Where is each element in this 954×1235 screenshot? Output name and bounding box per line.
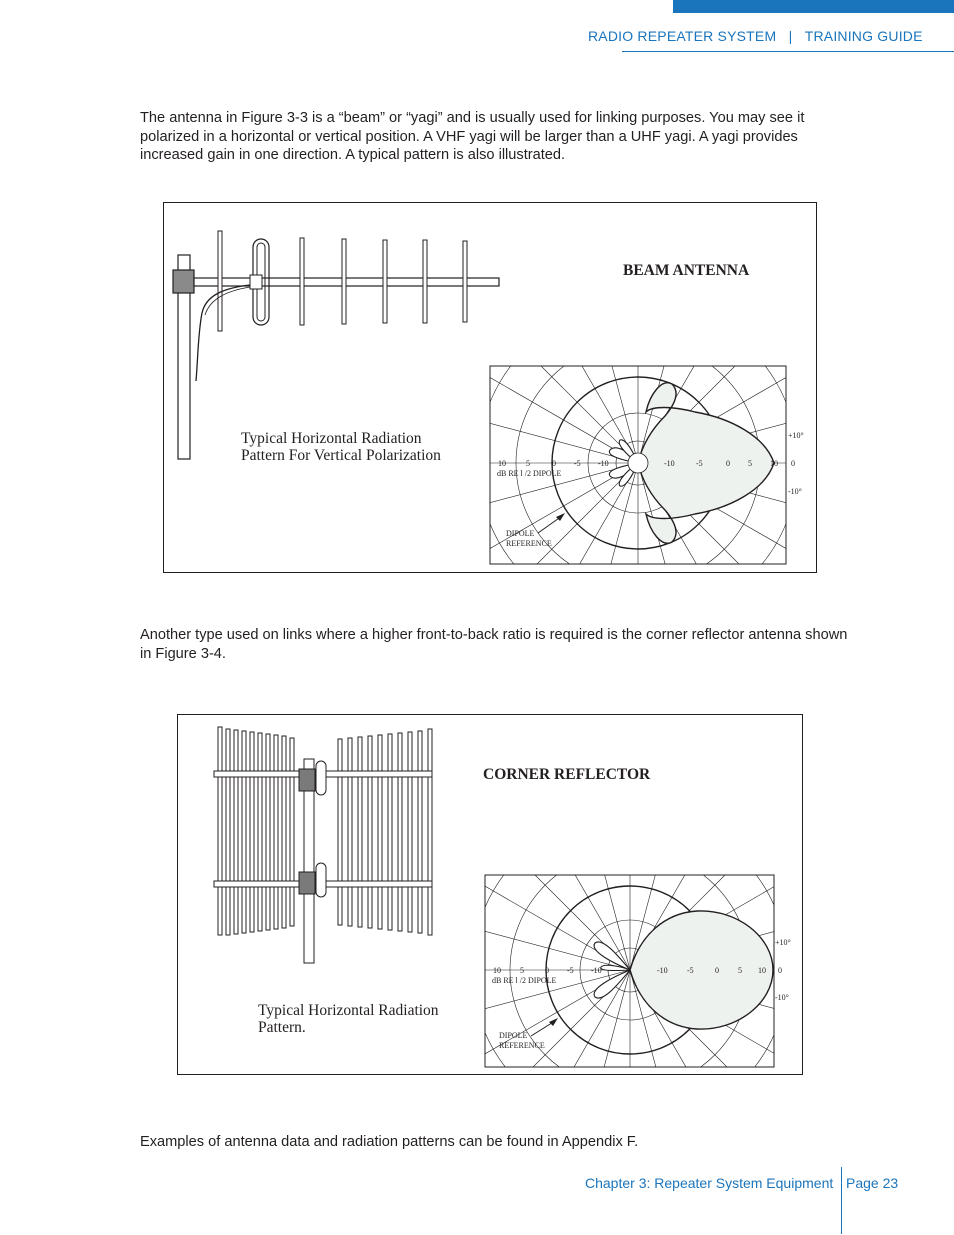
footer-divider	[841, 1167, 842, 1234]
corner-tick-9: 5	[738, 966, 742, 975]
beam-tick-6: -10	[664, 459, 675, 468]
beam-angle-plus: +10°	[788, 431, 804, 440]
corner-tick-1: 10	[493, 966, 501, 975]
beam-tick-3: 0	[552, 459, 556, 468]
beam-axis-unit: dB RE l /2 DIPOLE	[497, 469, 562, 478]
beam-tick-2: 5	[526, 459, 530, 468]
corner-reference-line1: DIPOLE	[499, 1031, 528, 1040]
corner-tick-3: 0	[545, 966, 549, 975]
page-number: Page 23	[846, 1175, 899, 1191]
corner-tick-4: -5	[567, 966, 574, 975]
intro-paragraph: The antenna in Figure 3-3 is a “beam” or “yagi” and is usually used for linking purposes. You may see it polarized in a horizontal or vertical position. A VHF yagi will be larger than a UHF yagi. A yagi provides increased gain in one direction. A typical pattern is also illustrated.	[140, 110, 805, 163]
header-accent-bar	[673, 0, 954, 13]
figure-corner-reflector	[177, 714, 803, 1075]
corner-angle-minus: -10°	[775, 993, 789, 1002]
corner-tick-7: -5	[687, 966, 694, 975]
beam-tick-1: 10	[498, 459, 506, 468]
header-title: RADIO REPEATER SYSTEM	[588, 28, 777, 44]
corner-caption-line1: Typical Horizontal Radiation	[258, 1002, 439, 1019]
corner-tick-8: 0	[715, 966, 719, 975]
footer-chapter: Chapter 3: Repeater System Equipment	[585, 1175, 834, 1191]
beam-tick-9: 5	[748, 459, 752, 468]
corner-tick-10: 10	[758, 966, 766, 975]
beam-reference-line2: REFERENCE	[506, 539, 552, 548]
beam-caption-line2: Pattern For Vertical Polarization	[241, 446, 441, 464]
beam-tick-7: -5	[696, 459, 703, 468]
corner-figure-title: CORNER REFLECTOR	[483, 766, 651, 783]
corner-angle-plus: +10°	[775, 938, 791, 947]
corner-caption-line2: Pattern.	[258, 1018, 306, 1036]
beam-antenna-drawing	[164, 203, 818, 574]
corner-angle-zero: 0	[778, 966, 782, 975]
beam-tick-4: -5	[574, 459, 581, 468]
beam-tick-5: -10	[598, 459, 609, 468]
figure-beam-antenna	[163, 202, 817, 573]
beam-caption-line1: Typical Horizontal Radiation	[241, 430, 422, 447]
header-subtitle: TRAINING GUIDE	[804, 28, 923, 44]
beam-angle-minus: -10°	[788, 487, 802, 496]
corner-axis-unit: dB RE l /2 DIPOLE	[492, 976, 557, 985]
header-separator: |	[788, 28, 793, 44]
beam-figure-title: BEAM ANTENNA	[623, 262, 750, 279]
beam-tick-8: 0	[726, 459, 730, 468]
beam-tick-10: 10	[770, 459, 778, 468]
running-header	[588, 28, 923, 44]
corner-reference-line2: REFERENCE	[499, 1041, 545, 1050]
corner-reflector-paragraph: Another type used on links where a higher front-to-back ratio is required is the corner reflector antenna shown in Figure 3-4.	[140, 627, 848, 662]
beam-angle-zero: 0	[791, 459, 795, 468]
corner-tick-6: -10	[657, 966, 668, 975]
appendix-paragraph: Examples of antenna data and radiation patterns can be found in Appendix F.	[140, 1134, 639, 1150]
corner-tick-5: -10	[591, 966, 602, 975]
corner-tick-2: 5	[520, 966, 524, 975]
beam-figure-caption	[241, 431, 441, 464]
corner-figure-caption	[258, 1003, 439, 1036]
header-rule	[622, 51, 954, 52]
beam-reference-line1: DIPOLE	[506, 529, 535, 538]
